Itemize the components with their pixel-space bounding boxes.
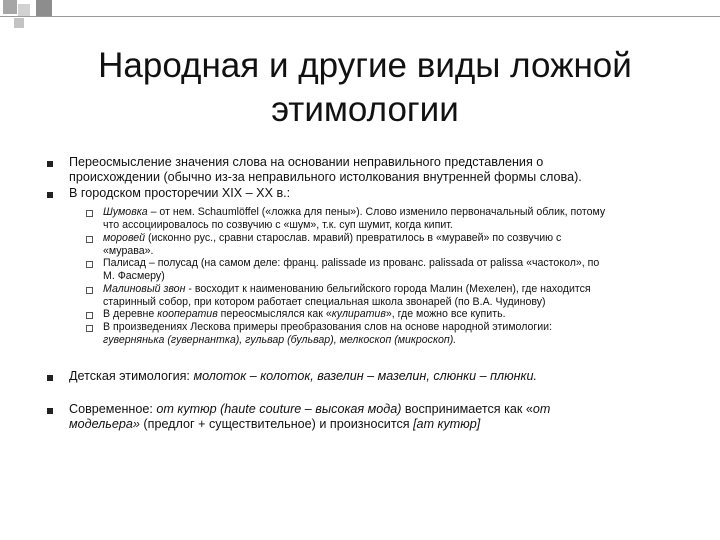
sub-bullet-marker — [86, 312, 93, 319]
decor-square — [36, 0, 52, 16]
sub-item: Малиновый звон - восходит к наименованию бельгийского города Малин (Мехелен), где находится старинный собор, при котором работает специальная школа звонарей (по В.А. Чудинову) — [103, 283, 591, 308]
sub-bullet-marker — [86, 236, 93, 243]
sub-item: В деревне кооператив переосмыслялся как «кулиратив», где можно все купить. — [103, 308, 506, 320]
bullet-text: Детская этимология: молоток – колоток, вазелин – мазелин, слюнки – плюнки. — [69, 369, 537, 383]
bullet-text — [69, 155, 709, 185]
header-rule — [0, 16, 720, 17]
sub-bullet-marker — [86, 210, 93, 217]
sub-item: В произведениях Лескова примеры преобразования слов на основе народной этимологии: гувернянька (гувернантка), гульвар (бульвар), мелкоскоп (микроскоп). — [103, 321, 553, 346]
sub-bullet-marker — [86, 261, 93, 268]
bullet-text: Современное: от кутюр (haute couture – высокая мода) воспринимается как «от модельера» (предлог + существительное) и произносится [am кутюр] — [69, 402, 551, 431]
sub-bullet-marker — [86, 325, 93, 332]
decor-square — [3, 0, 17, 14]
bullet-line: Переосмысление значения слова на основании неправильного представления о — [69, 155, 544, 169]
decor-square — [18, 4, 30, 16]
bullet-marker — [47, 375, 53, 381]
bullet-line: происхождении (обычно из-за неправильного истолкования внутренней формы слова). — [69, 170, 582, 184]
bullet-marker — [47, 408, 53, 414]
bullet-marker — [47, 161, 53, 167]
sub-item: Шумовка – от нем. Schaumlöffel («ложка для пены»). Слово изменило первоначальный облик, потому что ассоциировалось по созвучию с «шум», т.к. суп шумит, когда кипит. — [103, 206, 606, 231]
sub-item: Палисад – полусад (на самом деле: франц. palissade из прованс. palissada от palissa «частокол», по М. Фасмеру) — [103, 257, 600, 282]
sub-item: моровей (исконно рус., сравни старослав. мравий) превратилось в «муравей» по созвучию с «мурава». — [103, 232, 562, 257]
bullet-marker — [47, 192, 53, 198]
slide-title: Народная и другие виды ложной этимологии — [98, 46, 632, 129]
decor-square — [14, 18, 24, 28]
sub-bullet-marker — [86, 287, 93, 294]
bullet-text: В городском просторечии XIX – XX в.: — [69, 186, 291, 200]
